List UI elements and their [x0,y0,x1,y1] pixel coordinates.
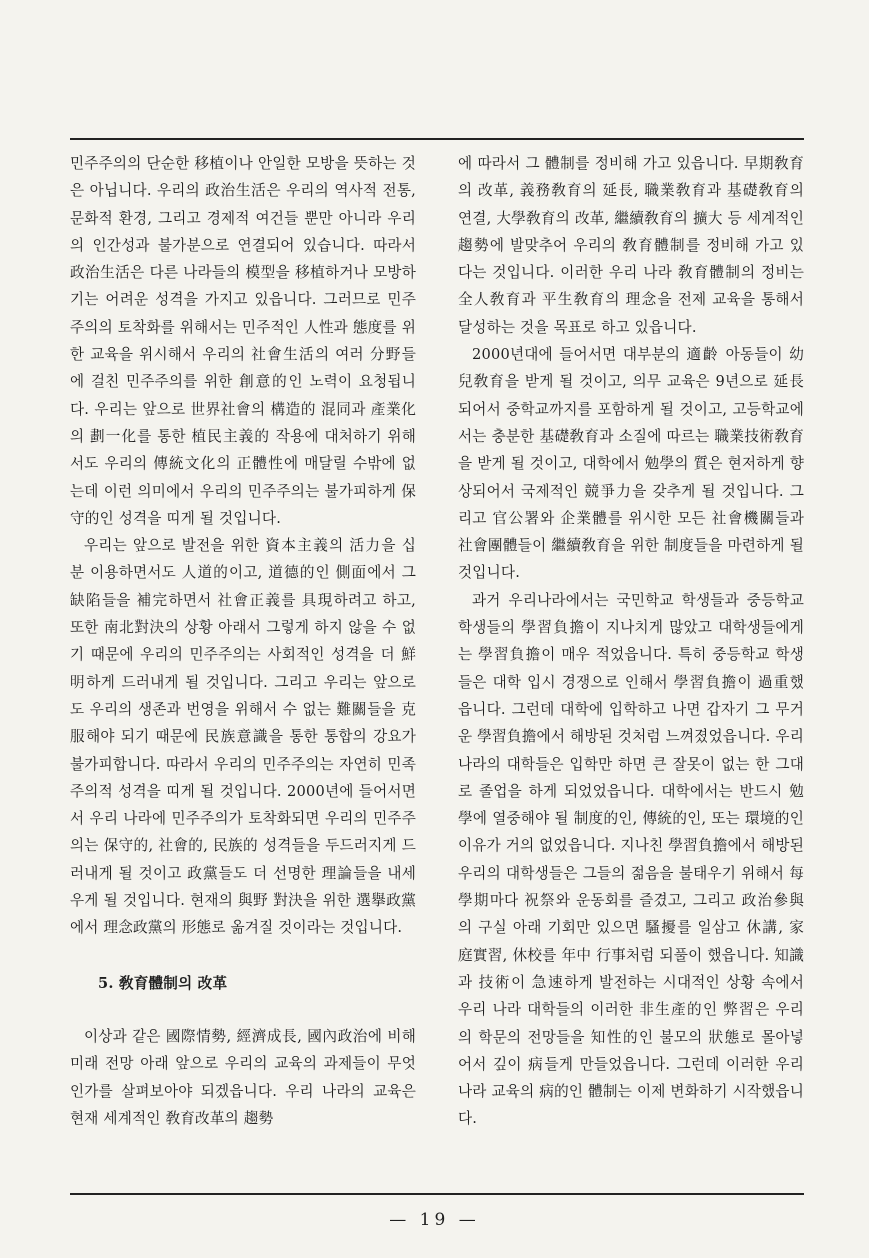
right-column [458,150,804,1185]
top-rule [70,138,804,140]
page-body [70,150,804,1185]
section-heading: 5. 敎育體制의 改革 [98,974,228,992]
left-paragraph-3: 이상과 같은 國際情勢, 經濟成長, 國內政治에 비해 미래 전망 아래 앞으로 우리의 교육의 과제들이 무엇인가를 살펴보아야 되겠읍니다. 우리 나라의 교육은 현재 세계적인 敎育改革의 趨勢 [70,1027,416,1127]
right-paragraph-1: 에 따라서 그 體制를 정비해 가고 있읍니다. 早期敎育의 改革, 義務敎育의 延長, 職業敎育과 基礎敎育의 연결, 大學敎育의 改革, 繼續敎育의 擴大 등 세계적인 趨勢에 발맞추어 우리의 敎育體制를 정비해 가고 있다는 것입니다. 이러한 우리 나라 敎育體制의 정비는 全人敎育과 平生敎育의 理念을 전제 교육을 통해서 달성하는 것을 목표로 하고 있읍니다. [458,155,804,336]
page-number: — 19 — [389,1210,480,1230]
bottom-rule [70,1193,804,1195]
right-paragraph-2: 2000년대에 들어서면 대부분의 適齡 아동들이 幼兒敎育을 받게 될 것이고, 의무 교육은 9년으로 延長되어서 중학교까지를 포함하게 될 것이고, 고등학교에서는 충분한 基礎敎育과 소질에 따르는 職業技術敎育을 받게 될 것이고, 대학에서 勉學의 質은 현저하게 향상되어서 국제적인 競爭力을 갖추게 될 것입니다. 그리고 官公署와 企業體를 위시한 모든 社會機關들과 社會團體들이 繼續敎育을 위한 制度들을 마련하게 될 것입니다. [458,346,804,582]
left-paragraph-2: 우리는 앞으로 발전을 위한 資本主義의 活力을 십분 이용하면서도 人道的이고, 道德的인 側面에서 그 缺陷들을 補完하면서 社會正義를 具現하려고 하고, 또한 南北對決의 상황 아래서 그렇게 하지 않을 수 없기 때문에 우리의 민주주의는 사회적인 성격을 더 鮮明하게 드러내게 될 것입니다. 그리고 우리는 앞으로도 우리의 생존과 번영을 위해서 수 없는 難關들을 克服해야 되기 때문에 民族意識을 통한 통합의 강요가 불가피합니다. 따라서 우리의 민주주의는 자연히 민족주의적 성격을 띠게 될 것입니다. 2000년에 들어서면서 우리 나라에 민주주의가 토착화되면 우리의 민주주의는 保守的, 社會的, 民族的 성격들을 두드러지게 드러내게 될 것이고 政黨들도 더 선명한 理論들을 내세우게 될 것입니다. 현재의 與野 對決을 위한 選擧政黨에서 理念政黨의 形態로 옮겨질 것이라는 것입니다. [70,537,416,937]
right-paragraph-3: 과거 우리나라에서는 국민학교 학생들과 중등학교 학생들의 學習負擔이 지나치게 많았고 대학생들에게는 學習負擔이 매우 적었읍니다. 특히 중등학교 학생들은 대학 입시 경쟁으로 인해서 學習負擔이 過重했읍니다. 그런데 대학에 입학하고 나면 갑자기 그 무거운 學習負擔에서 해방된 것처럼 느껴졌었읍니다. 우리 나라의 대학들은 입학만 하면 큰 잘못이 없는 한 그대로 졸업을 하게 되었었읍니다. 대학에서는 반드시 勉學에 열중해야 될 制度的인, 傳統的인, 또는 環境的인 이유가 거의 없었읍니다. 지나친 學習負擔에서 해방된 우리의 대학생들은 그들의 젊음을 불태우기 위해서 每學期마다 祝祭와 운동회를 즐겼고, 그리고 政治參與의 구실 아래 기회만 있으면 騷擾를 일삼고 休講, 家庭實習, 休校를 年中 行事처럼 되풀이 했읍니다. 知識과 技術이 急速하게 발전하는 시대적인 상황 속에서 우리 나라 대학들의 이러한 非生產的인 弊習은 우리의 학문의 전망들을 知性的인 불모의 狀態로 몰아넣어서 깊이 病들게 만들었읍니다. 그런데 이러한 우리 나라 교육의 病的인 體制는 이제 변화하기 시작했읍니다. [458,591,804,1128]
left-column [70,150,416,1185]
left-paragraph-1: 민주주의의 단순한 移植이나 안일한 모방을 뜻하는 것은 아닙니다. 우리의 政治生活은 우리의 역사적 전통, 문화적 환경, 그리고 경제적 여건들 뿐만 아니라 우리의 인간성과 불가분으로 연결되어 있습니다. 따라서 政治生活은 다른 나라들의 模型을 移植하거나 모방하기는 어려운 성격을 가지고 있읍니다. 그러므로 민주주의의 토착화를 위해서는 민주적인 人性과 態度를 위한 교육을 위시해서 우리의 社會生活의 여러 分野들에 걸친 민주주의를 위한 創意的인 노력이 요청됩니다. 우리는 앞으로 世界社會의 構造的 混同과 產業化의 劃一化를 통한 植民主義的 작용에 대처하기 위해서도 우리의 傳統文化의 正體性에 매달릴 수밖에 없는데 이런 의미에서 우리의 민주주의는 불가피하게 保守的인 성격을 띠게 될 것입니다. [70,155,416,527]
